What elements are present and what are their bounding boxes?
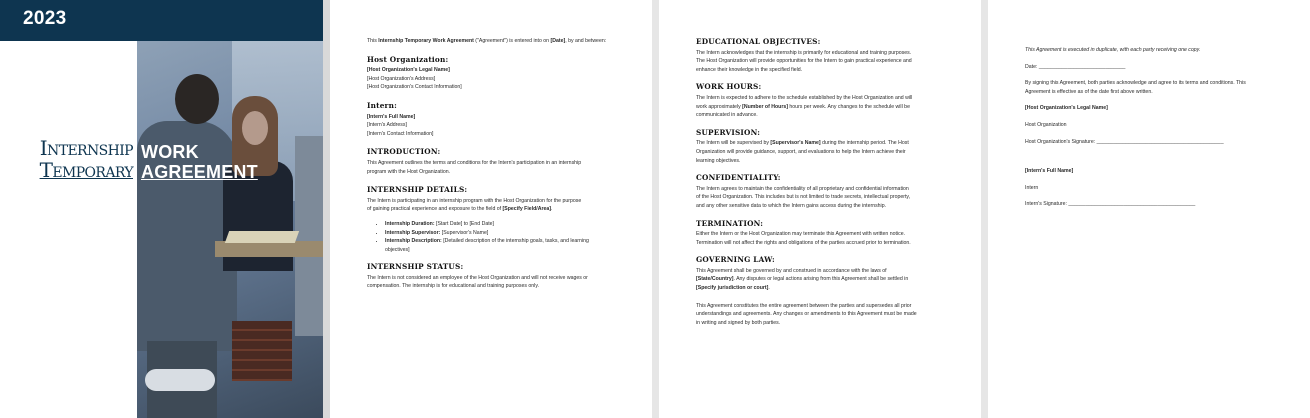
page2-content [367, 37, 627, 291]
termination-heading: TERMINATION: [696, 218, 764, 228]
duplicate-note: This Agreement is executed in duplicate, with each party receiving one copy. [1025, 47, 1201, 53]
governing-law-text: This Agreement shall be governed by and construed in accordance with the laws of [State/Country]. Any disputes or legal actions arising from this Agreement shall be settled in [Specify jurisdiction or court]. [696, 267, 909, 292]
entire-agreement-text: This Agreement constitutes the entire agreement between the parties and supersedes all prior understandings and agreements. Any changes or amendments to this Agreement must be made in writing and signed by both parties. [696, 302, 917, 326]
host-address: [Host Organization's Address] [367, 75, 436, 82]
acknowledgement-text: By signing this Agreement, both parties acknowledge and agree to its terms and conditions. This Agreement is effective as of the date first above written. [1025, 80, 1246, 95]
cover-title-temporary: Temporary [39, 158, 133, 182]
introduction-text: This Agreement outlines the terms and conditions for the Intern's participation in an internship program with the Host Organization. [367, 159, 582, 175]
list-item: • Internship Supervisor: [Supervisor's Name] [385, 229, 627, 238]
cover-year: 2023 [23, 8, 67, 29]
intern-address: [Intern's Address] [367, 122, 407, 129]
intro-paragraph: This Internship Temporary Work Agreement ("Agreement") is entered into on [Date], by and between: [367, 38, 607, 44]
details-heading: INTERNSHIP DETAILS: [367, 185, 468, 195]
cover-page [0, 0, 323, 418]
intern-signature-name: [Intern's Full Name] [1025, 168, 1074, 175]
page4-content [1025, 46, 1287, 209]
introduction-heading: INTRODUCTION: [367, 147, 441, 157]
host-signature-line: Host Organization's Signature: ____________________________________________ [1025, 138, 1224, 145]
date-line: Date: ______________________________ [1025, 63, 1126, 70]
governing-law-heading: GOVERNING LAW: [696, 255, 775, 265]
educational-text: The Intern acknowledges that the internship is primarily for educational and training purposes. The Host Organization will provide opportunities for the Intern to gain practical experience and enhance their knowledge in the specified field. [696, 49, 912, 73]
educational-heading: EDUCATIONAL OBJECTIVES: [696, 37, 821, 46]
termination-text: Either the Intern or the Host Organization may terminate this Agreement with written notice. Termination will not affect the rights and obligations of the parties accrued prior to termination. [696, 231, 911, 246]
cover-title-agreement: AGREEMENT [141, 162, 258, 182]
list-item: • Internship Duration: [Start Date] to [End Date] [385, 220, 627, 229]
intern-heading: Intern: [367, 100, 397, 110]
cover-title-internship: Internship [39, 136, 133, 160]
document-page-2 [330, 0, 652, 418]
intern-signature-line: Intern's Signature: ____________________________________________ [1025, 201, 1196, 208]
details-text: The Intern is participating in an internship program with the Host Organization for the purpose of gaining practical experience and exposure to the field of [Specify Field/Area]. [367, 197, 582, 213]
document-page-3 [659, 0, 981, 418]
status-heading: INTERNSHIP STATUS: [367, 262, 464, 272]
work-hours-text: The Intern is expected to adhere to the schedule established by the Host Organization and will work approximately [Number of Hours] hours per week. Any changes to the schedule will be communicated in advance. [696, 94, 913, 119]
details-bullet-list [367, 220, 627, 254]
host-label: Host Organization [1025, 121, 1067, 128]
work-hours-heading: WORK HOURS: [696, 82, 762, 92]
cover-photo [137, 41, 323, 418]
host-contact: [Host Organization's Contact Information] [367, 84, 462, 91]
page3-content [696, 38, 958, 327]
supervision-heading: SUPERVISION: [696, 127, 761, 137]
host-name: [Host Organization's Legal Name] [367, 67, 450, 74]
intern-name: [Intern's Full Name] [367, 113, 416, 120]
supervision-text: The Intern will be supervised by [Supervisor's Name] during the internship period. The Host Organization will provide guidance, support, and evaluations to help the Intern achieve their learning objectives. [696, 140, 909, 164]
document-page-4 [988, 0, 1310, 418]
confidentiality-heading: CONFIDENTIALITY: [696, 173, 781, 183]
host-signature-name: [Host Organization's Legal Name] [1025, 105, 1108, 112]
host-heading: Host Organization: [367, 54, 449, 64]
intern-contact: [Intern's Contact Information] [367, 130, 434, 137]
confidentiality-text: The Intern agrees to maintain the confidentiality of all proprietary and confidential information of the Host Organization. This includes but is not limited to trade secrets, intellectual property, and any other sensitive data to which the Intern gains access during the internship. [696, 185, 911, 209]
list-item: • Internship Description: [Detailed description of the internship goals, tasks, and learning objectives] [385, 237, 627, 254]
cover-title-work: WORK [141, 142, 199, 162]
intern-label: Intern [1025, 184, 1039, 191]
status-text: The Intern is not considered an employee of the Host Organization and will not receive wages or compensation. The internship is for educational and training purposes only. [367, 274, 588, 290]
